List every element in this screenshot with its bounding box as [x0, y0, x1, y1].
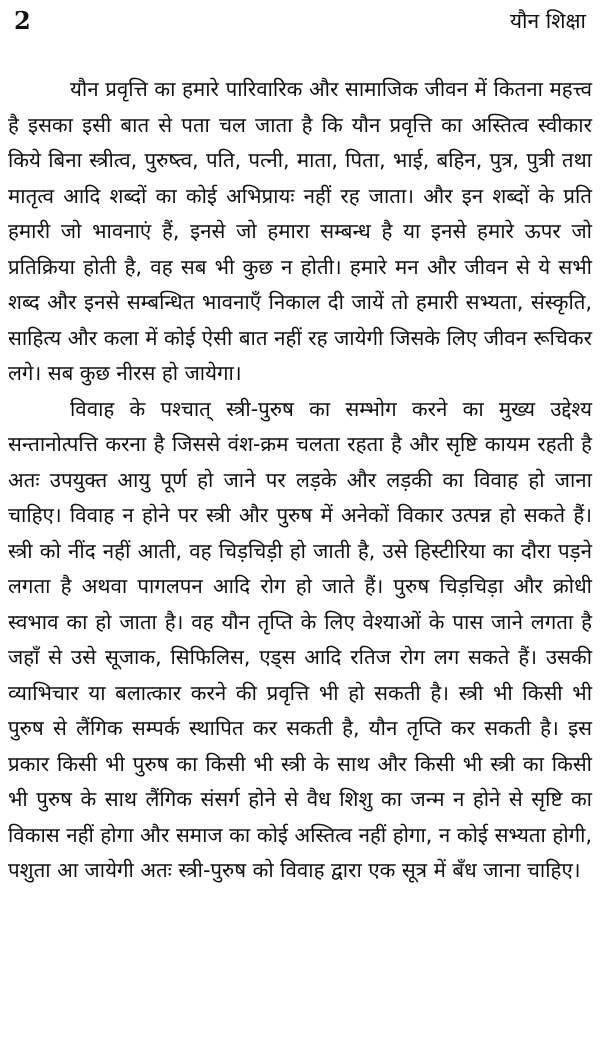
page-header	[14, 4, 586, 38]
page-number: 2	[14, 6, 31, 35]
paragraph-1: यौन प्रवृत्ति का हमारे पारिवारिक और सामाजिक जीवन में कितना महत्त्व है इसका इसी बात से पता चल जाता है कि यौन प्रवृत्ति का अस्तित्व स्वीकार किये बिना स्त्रीत्व, पुरुष्त्व, पति, पत्नी, माता, पिता, भाई, बहिन, पुत्र, पुत्री तथा मातृत्व आदि शब्दों का कोई अभिप्रायः नहीं रह जाता। और इन शब्दों के प्रति हमारी जो भावनाएं हैं, इनसे जो हमारा सम्बन्ध है या इनसे हमारे ऊपर जो प्रतिक्रिया होती है, वह सब भी कुछ न होती। हमारे मन और जीवन से ये सभी शब्द और इनसे सम्बन्धित भावनाएँ निकाल दी जायें तो हमारी सभ्यता, संस्कृति, साहित्य और कला में कोई ऐसी बात नहीं रह जायेगी जिसके लिए जीवन रूचिकर लगे। सब कुछ नीरस हो जायेगा।	[8, 77, 592, 385]
running-title: यौन शिक्षा	[509, 9, 586, 33]
body-text	[8, 72, 592, 889]
paragraph-2: विवाह के पश्चात् स्त्री-पुरुष का सम्भोग करने का मुख्य उद्देश्य सन्तानोत्पत्ति करना है जिससे वंश-क्रम चलता रहता है और सृष्टि कायम रहती है अतः उपयुक्त आयु पूर्ण हो जाने पर लड़के और लड़की का विवाह हो जाना चाहिए। विवाह न होने पर स्त्री और पुरुष में अनेकों विकार उत्पन्न हो सकते हैं। स्त्री को नींद नहीं आती, वह चिड़चिड़ी हो जाती है, उसे हिस्टीरिया का दौरा पड़ने लगता है अथवा पागलपन आदि रोग हो जाते हैं। पुरुष चिड़चिड़ा और क्रोधी स्वभाव का हो जाता है। वह यौन तृप्ति के लिए वेश्याओं के पास जाने लगता है जहाँ से उसे सूजाक, सिफिलिस, एड्स आदि रतिज रोग लग सकते हैं। उसकी व्याभिचार या बलात्कार करने की प्रवृत्ति भी हो सकती है। स्त्री भी किसी भी पुरुष से लैंगिक सम्पर्क स्थापित कर सकती है, यौन तृप्ति कर सकती है। इस प्रकार किसी भी पुरुष का किसी भी स्त्री के साथ और किसी भी स्त्री का किसी भी पुरुष के साथ लैंगिक संसर्ग होने से वैध शिशु का जन्म न होने से सृष्टि का विकास नहीं होगा और समाज का कोई अस्तित्व नहीं होगा, न कोई सभ्यता होगी, पशुता आ जायेगी अतः स्त्री-पुरुष को विवाह द्वारा एक सूत्र में बँध जाना चाहिए।	[8, 396, 592, 882]
